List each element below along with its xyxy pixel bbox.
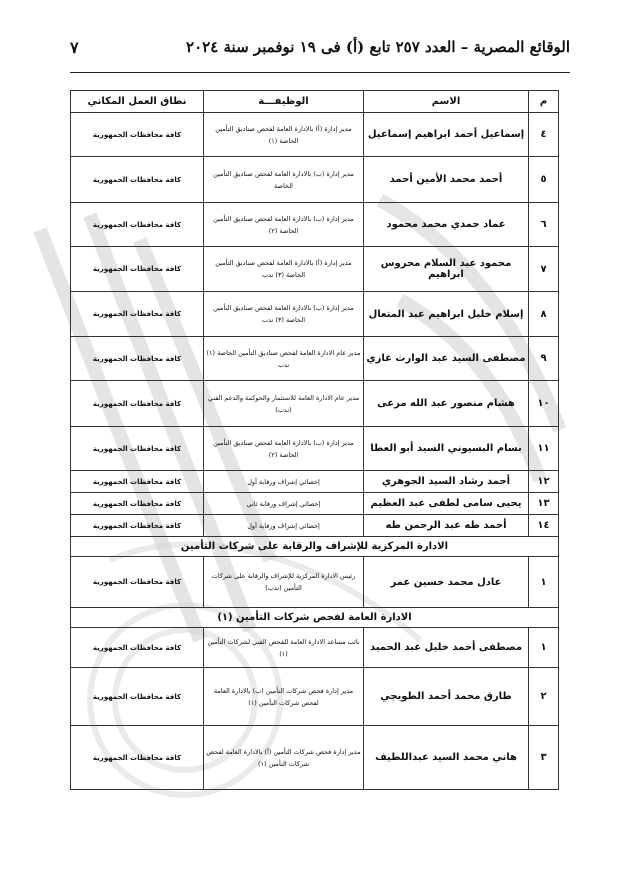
person-name: أحمد رشاد السيد الجوهري	[364, 471, 529, 493]
job-title: مدير عام الادارة العامة لفحص صناديق التأمين الخاصة (١) ندب	[204, 337, 364, 381]
job-title: مدير إدارة (ب) بالادارة العامة لفحص صناديق التأمين الخاصة (٢)	[204, 203, 364, 247]
row-number: ٩	[529, 337, 559, 381]
table-row	[71, 292, 559, 337]
section-title-central-administration: الادارة المركزية للإشراف والرقابة على شركات التأمين	[71, 537, 559, 557]
header-rule	[70, 72, 570, 73]
row-number: ٧	[529, 247, 559, 292]
table-row	[71, 337, 559, 381]
person-name: إسلام خليل ابراهيم عبد المتعال	[364, 292, 529, 337]
work-scope: كافة محافظات الجمهورية	[71, 337, 204, 381]
row-number: ١	[529, 628, 559, 668]
job-title: نائب مساعد الادارة العامة للفحص الفني لشركات التأمين (١)	[204, 628, 364, 668]
work-scope: كافة محافظات الجمهورية	[71, 292, 204, 337]
page-number: ٧	[70, 38, 79, 57]
row-number: ١	[529, 557, 559, 608]
table-row	[71, 471, 559, 493]
work-scope: كافة محافظات الجمهورية	[71, 113, 204, 157]
row-number: ١٣	[529, 493, 559, 515]
section-row	[71, 537, 559, 557]
personnel-table	[70, 90, 559, 790]
col-job-header: الوظيفـــة	[204, 91, 364, 113]
person-name: هشام منصور عبد الله مرعى	[364, 381, 529, 427]
row-number: ٢	[529, 668, 559, 726]
work-scope: كافة محافظات الجمهورية	[71, 628, 204, 668]
job-title: إخصائي إشراف ورقابة أول	[204, 515, 364, 537]
person-name: محمود عبد السلام محروس ابراهيم	[364, 247, 529, 292]
row-number: ٤	[529, 113, 559, 157]
col-number-header: م	[529, 91, 559, 113]
job-title: مدير إدارة فحص شركات التأمين (ب) بالادارة العامة لفحص شركات التأمين (١)	[204, 668, 364, 726]
col-name-header: الاسم	[364, 91, 529, 113]
table-row	[71, 113, 559, 157]
job-title: مدير إدارة (ب) بالادارة العامة لفحص صناديق التأمين الخاصة (٢)	[204, 427, 364, 471]
job-title: مدير إدارة فحص شركات التأمين (أ) بالادارة العامة لفحص شركات التأمين (١)	[204, 726, 364, 790]
work-scope: كافة محافظات الجمهورية	[71, 203, 204, 247]
section-row	[71, 608, 559, 628]
person-name: عادل محمد حسين عمر	[364, 557, 529, 608]
person-name: يحيى سامى لطفى عبد العظيم	[364, 493, 529, 515]
table-row	[71, 668, 559, 726]
person-name: مصطفى أحمد خليل عبد الحميد	[364, 628, 529, 668]
table-row	[71, 381, 559, 427]
table-row	[71, 203, 559, 247]
job-title: مدير إدارة (أ) بالادارة العامة لفحص صناديق التأمين الخاصة (٣) ندب	[204, 247, 364, 292]
job-title: مدير إدارة (أ) بالادارة العامة لفحص صناديق التأمين الخاصة (١)	[204, 113, 364, 157]
work-scope: كافة محافظات الجمهورية	[71, 557, 204, 608]
row-number: ١٠	[529, 381, 559, 427]
person-name: مصطفى السيد عبد الوارث غازي	[364, 337, 529, 381]
work-scope: كافة محافظات الجمهورية	[71, 471, 204, 493]
table-row	[71, 493, 559, 515]
table-row	[71, 515, 559, 537]
job-title: مدير عام الادارة العامة للاستثمار والحوكمة والدعم الفني (ندب)	[204, 381, 364, 427]
table-row	[71, 557, 559, 608]
row-number: ١١	[529, 427, 559, 471]
person-name: هاني محمد السيد عبداللطيف	[364, 726, 529, 790]
table-row	[71, 427, 559, 471]
col-scope-header: نطاق العمل المكاني	[71, 91, 204, 113]
job-title: رئيس الادارة المركزية للإشراف والرقابة على شركات التأمين (ندب)	[204, 557, 364, 608]
person-name: إسماعيل أحمد ابراهيم إسماعيل	[364, 113, 529, 157]
row-number: ٥	[529, 157, 559, 203]
page-header	[70, 36, 570, 66]
job-title: إخصائي إشراف ورقابة ثاني	[204, 493, 364, 515]
table-header-row	[71, 91, 559, 113]
table-row	[71, 247, 559, 292]
person-name: أحمد طه عبد الرحمن طه	[364, 515, 529, 537]
work-scope: كافة محافظات الجمهورية	[71, 157, 204, 203]
row-number: ١٢	[529, 471, 559, 493]
work-scope: كافة محافظات الجمهورية	[71, 381, 204, 427]
person-name: طارق محمد أحمد الطويجي	[364, 668, 529, 726]
work-scope: كافة محافظات الجمهورية	[71, 427, 204, 471]
person-name: أحمد محمد الأمين أحمد	[364, 157, 529, 203]
row-number: ١٤	[529, 515, 559, 537]
gazette-title: الوقائع المصرية – العدد ٢٥٧ تابع (أ) فى ١٩ نوفمبر سنة ٢٠٢٤	[186, 38, 570, 56]
section-title-general-administration: الادارة العامة لفحص شركات التأمين (١)	[71, 608, 559, 628]
job-title: مدير إدارة (ب) بالادارة العامة لفحص صناديق التأمين الخاصة (٣) ندب	[204, 292, 364, 337]
table-row	[71, 726, 559, 790]
person-name: بسام البسيوني السيد أبو العطا	[364, 427, 529, 471]
work-scope: كافة محافظات الجمهورية	[71, 493, 204, 515]
work-scope: كافة محافظات الجمهورية	[71, 515, 204, 537]
row-number: ٨	[529, 292, 559, 337]
person-name: عماد حمدي محمد محمود	[364, 203, 529, 247]
table-row	[71, 628, 559, 668]
row-number: ٣	[529, 726, 559, 790]
row-number: ٦	[529, 203, 559, 247]
work-scope: كافة محافظات الجمهورية	[71, 668, 204, 726]
job-title: إخصائي إشراف ورقابة أول	[204, 471, 364, 493]
job-title: مدير إدارة (ب) بالادارة العامة لفحص صناديق التأمين الخاصة	[204, 157, 364, 203]
table-row	[71, 157, 559, 203]
work-scope: كافة محافظات الجمهورية	[71, 247, 204, 292]
work-scope: كافة محافظات الجمهورية	[71, 726, 204, 790]
